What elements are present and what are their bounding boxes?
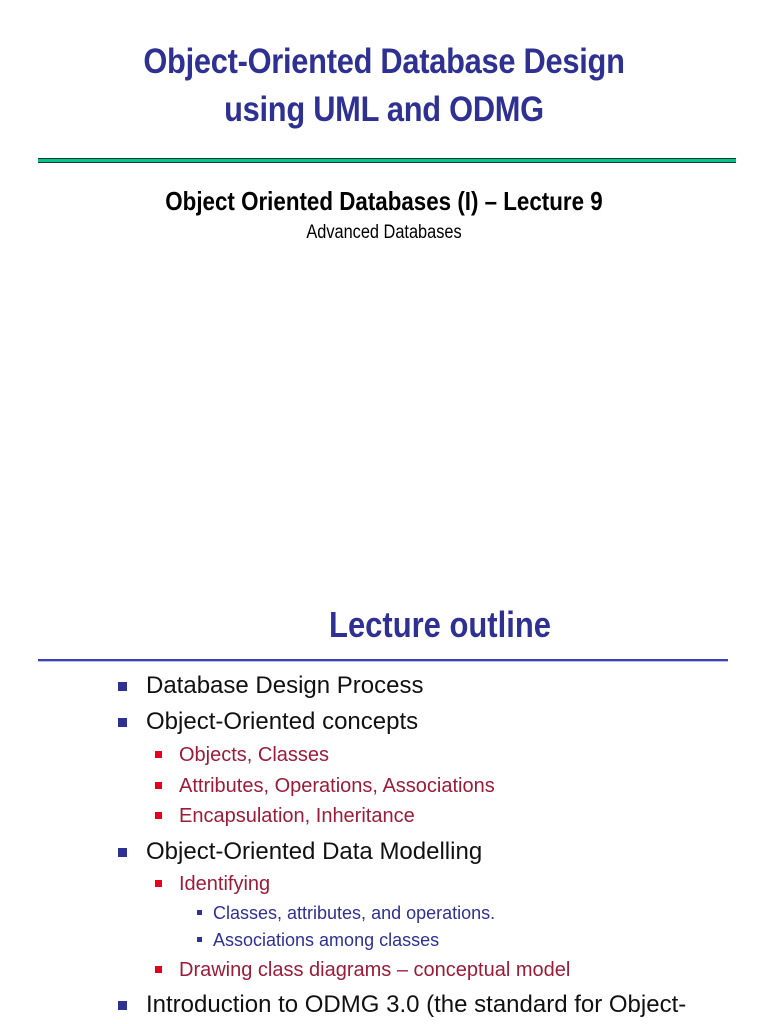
outline-subitem <box>179 803 415 829</box>
slide-title-line-1: Object-Oriented Database Design <box>143 42 625 81</box>
square-bullet-icon <box>155 966 162 973</box>
square-bullet-icon <box>197 937 202 942</box>
outline-item <box>146 837 482 867</box>
slide-title-line-2: using UML and ODMG <box>224 90 544 129</box>
square-bullet-icon <box>118 718 127 727</box>
outline-subitem-text: Attributes, Operations, Associations <box>179 775 495 797</box>
square-bullet-icon <box>118 1001 127 1010</box>
outline-subitem-text: Encapsulation, Inheritance <box>179 805 415 827</box>
outline-item-text: Introduction to ODMG 3.0 (the standard for Object- <box>146 991 687 1018</box>
course-name: Advanced Databases <box>306 222 462 243</box>
outline-subitem-text: Identifying <box>179 873 271 895</box>
outline-item-text: Database Design Process <box>146 672 424 699</box>
outline-item <box>146 707 418 737</box>
outline-item <box>146 671 423 701</box>
square-bullet-icon <box>155 782 162 789</box>
lecture-subtitle: Object Oriented Databases (I) – Lecture 9 <box>165 186 603 216</box>
outline-subitem <box>179 871 270 897</box>
outline-subitem <box>179 773 495 799</box>
square-bullet-icon <box>118 848 127 857</box>
outline-subitem-text: Objects, Classes <box>179 744 330 766</box>
square-bullet-icon <box>118 682 127 691</box>
outline-item-text: Object-Oriented Data Modelling <box>146 838 483 865</box>
outline-subitem <box>179 742 329 768</box>
outline-item <box>146 990 686 1020</box>
outline-subsubitem <box>213 902 495 924</box>
outline-title: Lecture outline <box>329 604 551 645</box>
square-bullet-icon <box>155 812 162 819</box>
outline-subitem <box>179 957 570 983</box>
outline-subsubitem <box>213 929 439 951</box>
square-bullet-icon <box>197 910 202 915</box>
outline-subitem-text: Drawing class diagrams – conceptual model <box>179 959 571 981</box>
outline-subsubitem-text: Associations among classes <box>213 930 440 950</box>
square-bullet-icon <box>155 751 162 758</box>
outline-subsubitem-text: Classes, attributes, and operations. <box>213 903 496 923</box>
outline-item-text: Object-Oriented concepts <box>146 708 419 735</box>
square-bullet-icon <box>155 880 162 887</box>
